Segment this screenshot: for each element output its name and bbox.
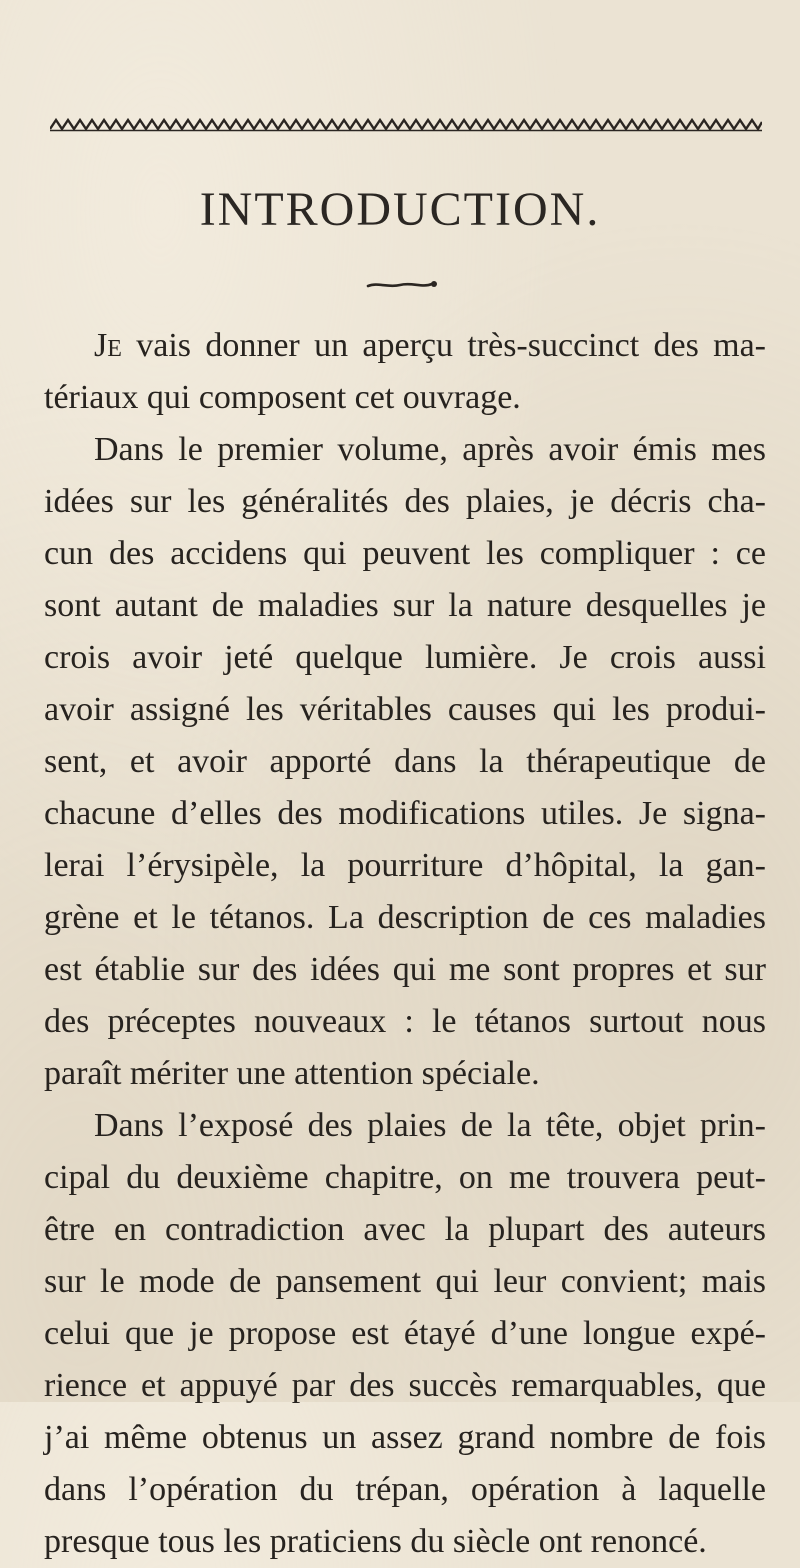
text-line: dans l’opération du trépan, opération à laquelle xyxy=(44,1471,766,1508)
text-line: est établie sur des idées qui me sont propres et sur xyxy=(44,951,766,988)
text-line: Dans l’exposé des plaies de la tête, objet prin- xyxy=(94,1107,766,1144)
text-line: des préceptes nouveaux : le tétanos surtout nous xyxy=(44,1003,766,1040)
text-line: chacune d’elles des modifications utiles. Je signa- xyxy=(44,795,766,832)
ornamental-header-rule xyxy=(50,116,762,132)
text-line: sont autant de maladies sur la nature desquelles je xyxy=(44,587,766,624)
text-line: idées sur les généralités des plaies, je décris cha- xyxy=(44,483,766,520)
chapter-title: INTRODUCTION. xyxy=(199,183,601,236)
text-line: grène et le tétanos. La description de ces maladies xyxy=(44,899,766,936)
lead-word: Je xyxy=(94,327,122,364)
text-line: celui que je propose est étayé d’une longue expé- xyxy=(44,1315,766,1352)
text-line: Je vais donner un aperçu très-succinct des ma- xyxy=(94,327,766,364)
text-line: avoir assigné les véritables causes qui les produi- xyxy=(44,691,766,728)
text-line: sur le mode de pansement qui leur convient; mais xyxy=(44,1263,766,1300)
text-line: sent, et avoir apporté dans la thérapeutique de xyxy=(44,743,766,780)
text-line: crois avoir jeté quelque lumière. Je crois aussi xyxy=(44,639,766,676)
text-line: j’ai même obtenus un assez grand nombre de fois xyxy=(44,1419,766,1456)
text-line: cipal du deuxième chapitre, on me trouvera peut- xyxy=(44,1159,766,1196)
introduction-body xyxy=(44,320,766,1568)
text-line: paraît mériter une attention spéciale. xyxy=(44,1055,540,1092)
text-line: rience et appuyé par des succès remarquables, que xyxy=(44,1367,766,1404)
text-line: cun des accidens qui peuvent les compliquer : ce xyxy=(44,535,766,572)
text-line: tériaux qui composent cet ouvrage. xyxy=(44,379,521,416)
text-line: presque tous les praticiens du siècle ont renoncé. xyxy=(44,1523,707,1560)
title-flourish-ornament xyxy=(366,278,438,292)
text-line: lerai l’érysipèle, la pourriture d’hôpital, la gan- xyxy=(44,847,766,884)
text-line: être en contradiction avec la plupart des auteurs xyxy=(44,1211,766,1248)
text-line: Dans le premier volume, après avoir émis mes xyxy=(94,431,766,468)
